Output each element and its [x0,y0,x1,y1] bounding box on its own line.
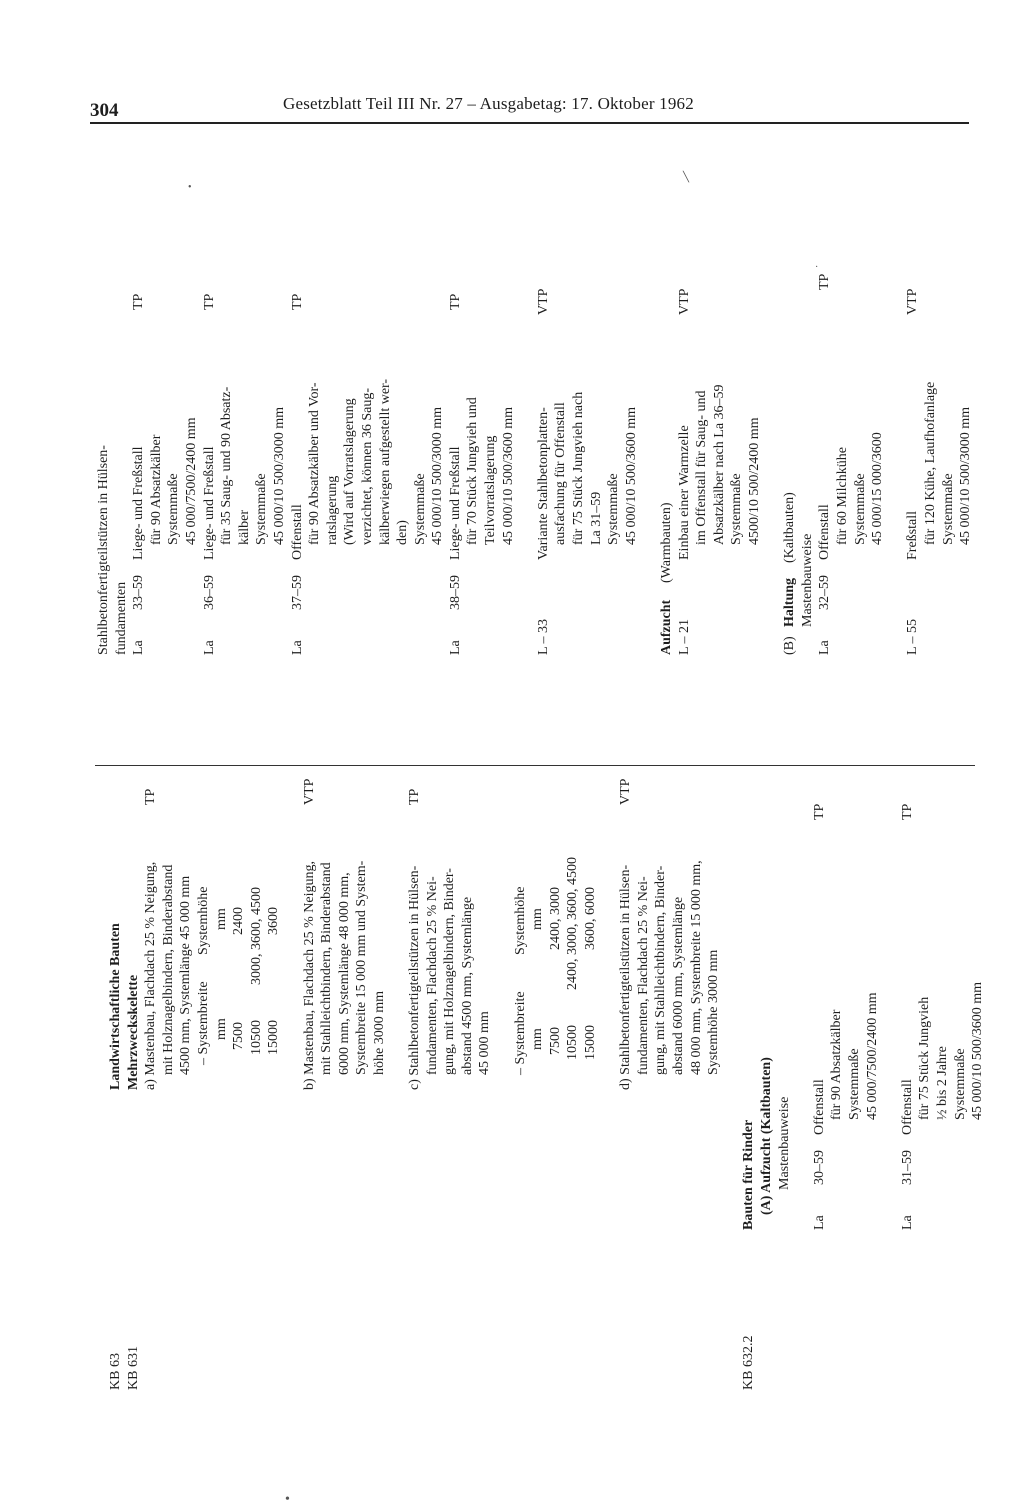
body-text: abstand 4500 mm, Systemlänge [459,896,475,1075]
body-text: 48 000 mm, Systembreite 15 000 mm, [688,860,704,1075]
body-text: Variante Stahlbetonplatten- [535,407,551,560]
entry-code: La [447,640,463,655]
body-text: Offenstall [817,504,833,560]
body-text: Offenstall [899,1079,915,1135]
body-text: mit Stahlleichtbindern, Binderabstand [319,862,335,1075]
upper-section [95,135,995,655]
body-text: für 35 Saug- und 90 Absatz- [219,386,235,545]
body-text: 45 000/10 500/3600 mm [970,981,986,1120]
body-text: gung, mit Holznagelbindern, Binder- [442,868,458,1075]
entry-code: La [811,1215,827,1230]
body-text: ½ bis 2 Jahre [934,1046,950,1120]
kb-code: KB 63 [108,1353,123,1390]
body-text: für 75 Stück Jungvieh nach [571,391,587,545]
body-text: 45 000/15 000/3600 [870,432,886,545]
entry-number: 36–59 [201,575,217,610]
body-text: fundamenten, Flachdach 25 % Nei- [635,876,651,1075]
body-text: d) Stahlbetonfertigteilstützen in Hülsen- [618,864,634,1090]
body-text: Offenstall [289,504,305,560]
entry-code: L – 33 [535,618,551,655]
body-text: für 60 Milchkühe [834,447,850,545]
body-text: Liege- und Freßstall [131,446,147,560]
entry-code: La [817,640,833,655]
body-text: für 120 Kühe, Laufhofanlage [922,381,938,545]
body-text: den) [395,520,411,545]
table-cell: 3000, 3600, 4500 [248,887,264,985]
table-cell: 15000 [266,1020,282,1055]
body-text: ausfachung für Offenstall [553,402,569,545]
body-text: Systemmaße [940,473,956,545]
body-text: höhe 3000 mm [371,991,387,1075]
section-title: Mehrzweckskelette [125,974,141,1090]
table-cell: 3600, 6000 [583,887,599,950]
body-text: ratslagerung [324,475,340,545]
body-text: Systemmaße [254,473,270,545]
entry-code: La [131,640,147,655]
type-mark: TP [817,273,833,290]
table-cell: 7500 [547,1027,563,1055]
table-unit: mm [213,1018,229,1040]
table-cell: 10500 [248,1020,264,1055]
body-text: für 90 Absatzkälber und Vor- [307,382,323,545]
body-text: 4500 mm, Systemlänge 45 000 mm [178,875,194,1075]
body-text: Liege- und Freßstall [447,446,463,560]
table-unit: mm [530,908,546,930]
body-text: abstand 6000 mm, Systemlänge [671,896,686,1075]
body-text: für 70 Stück Jungvieh und [465,397,481,545]
entry-code: La [201,640,217,655]
table-cell: 3600 [266,907,282,935]
kb-code: KB 632.2 [741,1335,757,1390]
table-cell: 15000 [583,1025,599,1060]
body-text: Teilvorratslagerung [483,435,499,545]
type-mark: TP [289,293,305,310]
entry-number: 32–59 [817,575,833,610]
entry-code: L – 55 [905,618,921,655]
entry-code: La [289,640,305,655]
table-header: – Systembreite [512,991,528,1075]
body-text: Systembreite 15 000 mm und System- [354,860,370,1075]
type-mark: TP [899,803,915,820]
page-header-title: Gesetzblatt Teil III Nr. 27 – Ausgabetag: 17. Oktober 1962 [283,94,694,113]
body-text: für 90 Absatzkälber [148,434,164,545]
body-text: Liege- und Freßstall [201,446,217,560]
body-text: La 31–59 [588,491,604,545]
body-text: 45 000/10 500/3600 mm [623,406,639,545]
table-unit: mm [530,1028,546,1050]
body-text: 45 000/10 500/3000 mm [430,406,446,545]
entry-number: 31–59 [899,1150,915,1185]
table-unit: mm [213,908,229,930]
section-divider [95,765,975,766]
body-text: 45 000/10 500/3000 mm [958,406,974,545]
body-text: b) Mastenbau, Flachdach 25 % Neigung, [301,861,317,1090]
body-text: Systemmaße [952,1048,968,1120]
body-text: für 90 Absatzkälber [829,1009,845,1120]
body-text: Systemmaße [412,473,428,545]
body-text: Systemmaße [846,1048,862,1120]
body-text: 45 000/7500/2400 mm [183,417,199,545]
body-text: kälber [236,510,252,545]
type-mark: TP [201,293,217,310]
subsection-title: Haltung [782,577,798,627]
body-text: Systemmaße [729,473,745,545]
table-header: Systemhöhe [195,886,211,955]
entry-number: 30–59 [811,1150,827,1185]
body-text: Mastenbauweise [776,1096,792,1190]
body-text: fundamenten [113,581,129,655]
type-mark: TP [811,803,827,820]
body-text: c) Stahlbetonfertigteilstützen in Hülsen- [407,865,423,1090]
entry-code: La [899,1215,915,1230]
body-text: (Wird auf Vorratslagerung [342,398,358,545]
type-mark: TP [407,788,423,805]
table-cell: 10500 [565,1025,581,1060]
subsection-title: (Kaltbauten) [782,492,798,563]
body-text: Systemmaße [606,473,622,545]
scan-speck: • [188,182,192,193]
scan-speck: · [815,262,819,273]
body-text: 45 000/10 500/3600 mm [500,406,516,545]
kb-code: KB 631 [125,1346,141,1390]
body-text: für 75 Stück Jungvieh [917,996,933,1120]
body-text: 45 000/10 500/3000 mm [271,406,287,545]
page-number: 304 [90,100,119,121]
type-mark: VTP [618,778,634,805]
body-text: fundamenten, Flachdach 25 % Nei- [424,876,440,1075]
body-text: im Offenstall für Saug- und [694,390,710,545]
type-mark: TP [131,293,147,310]
body-text: Systemmaße [166,473,182,545]
table-header: Systemhöhe [512,886,528,955]
body-text: verzichtet, können 36 Saug- [359,387,375,545]
body-text: Systemmaße [852,473,868,545]
body-text: Systemhöhe 3000 mm [706,949,722,1075]
table-header: – Systembreite [195,981,211,1065]
table-cell: 2400, 3000 [547,887,563,950]
type-mark: VTP [301,778,317,805]
table-cell: 2400, 3000, 3600, 4500 [565,857,581,990]
body-text: 45 000 mm [477,1011,493,1075]
subsection-label: (B) [782,636,798,655]
section-title: Landwirtschaftliche Bauten [108,923,123,1090]
scan-speck: ╲ [683,172,690,183]
table-cell: 7500 [231,1022,247,1050]
body-text: 45 000/7500/2400 mm [864,992,880,1120]
type-mark: VTP [676,288,692,315]
body-text: 4500/10 500/2400 mm [746,417,762,545]
body-text: mit Holznagelbindern, Binderabstand [160,864,176,1075]
section-title: Bauten für Rinder [741,1119,757,1230]
subsection-title: Aufzucht [659,599,674,655]
body-text: Mastenbauweise [799,533,815,627]
entry-number: 38–59 [447,575,463,610]
type-mark: TP [143,788,159,805]
body-text: kälberwiegen aufgestellt wer- [377,378,393,545]
body-text: Offenstall [811,1079,827,1135]
scan-speck: • [285,1492,290,1507]
type-mark: TP [447,293,463,310]
subsection-title: (Warmbauten) [659,502,674,583]
type-mark: VTP [535,288,551,315]
header-rule [90,122,969,124]
body-text: Absatzkälber nach La 36–59 [711,384,727,545]
entry-number: 33–59 [131,575,147,610]
body-text: Stahlbetonfertigteilstützen in Hülsen- [96,445,111,655]
subsection-title: (A) Aufzucht (Kaltbauten) [758,1057,774,1215]
body-text: 6000 mm, Systemlänge 48 000 mm, [336,872,352,1075]
body-text: gung, mit Stahlleichtbindern, Binder- [653,865,669,1075]
entry-number: 37–59 [289,575,305,610]
lower-section [107,770,1007,1390]
table-cell: 2400 [231,907,247,935]
type-mark: VTP [905,288,921,315]
body-text: Einbau einer Warmzelle [676,425,692,560]
body-text: a) Mastenbau, Flachdach 25 % Neigung, [143,861,159,1090]
entry-code: L – 21 [676,618,692,655]
body-text: Freßstall [905,511,921,560]
